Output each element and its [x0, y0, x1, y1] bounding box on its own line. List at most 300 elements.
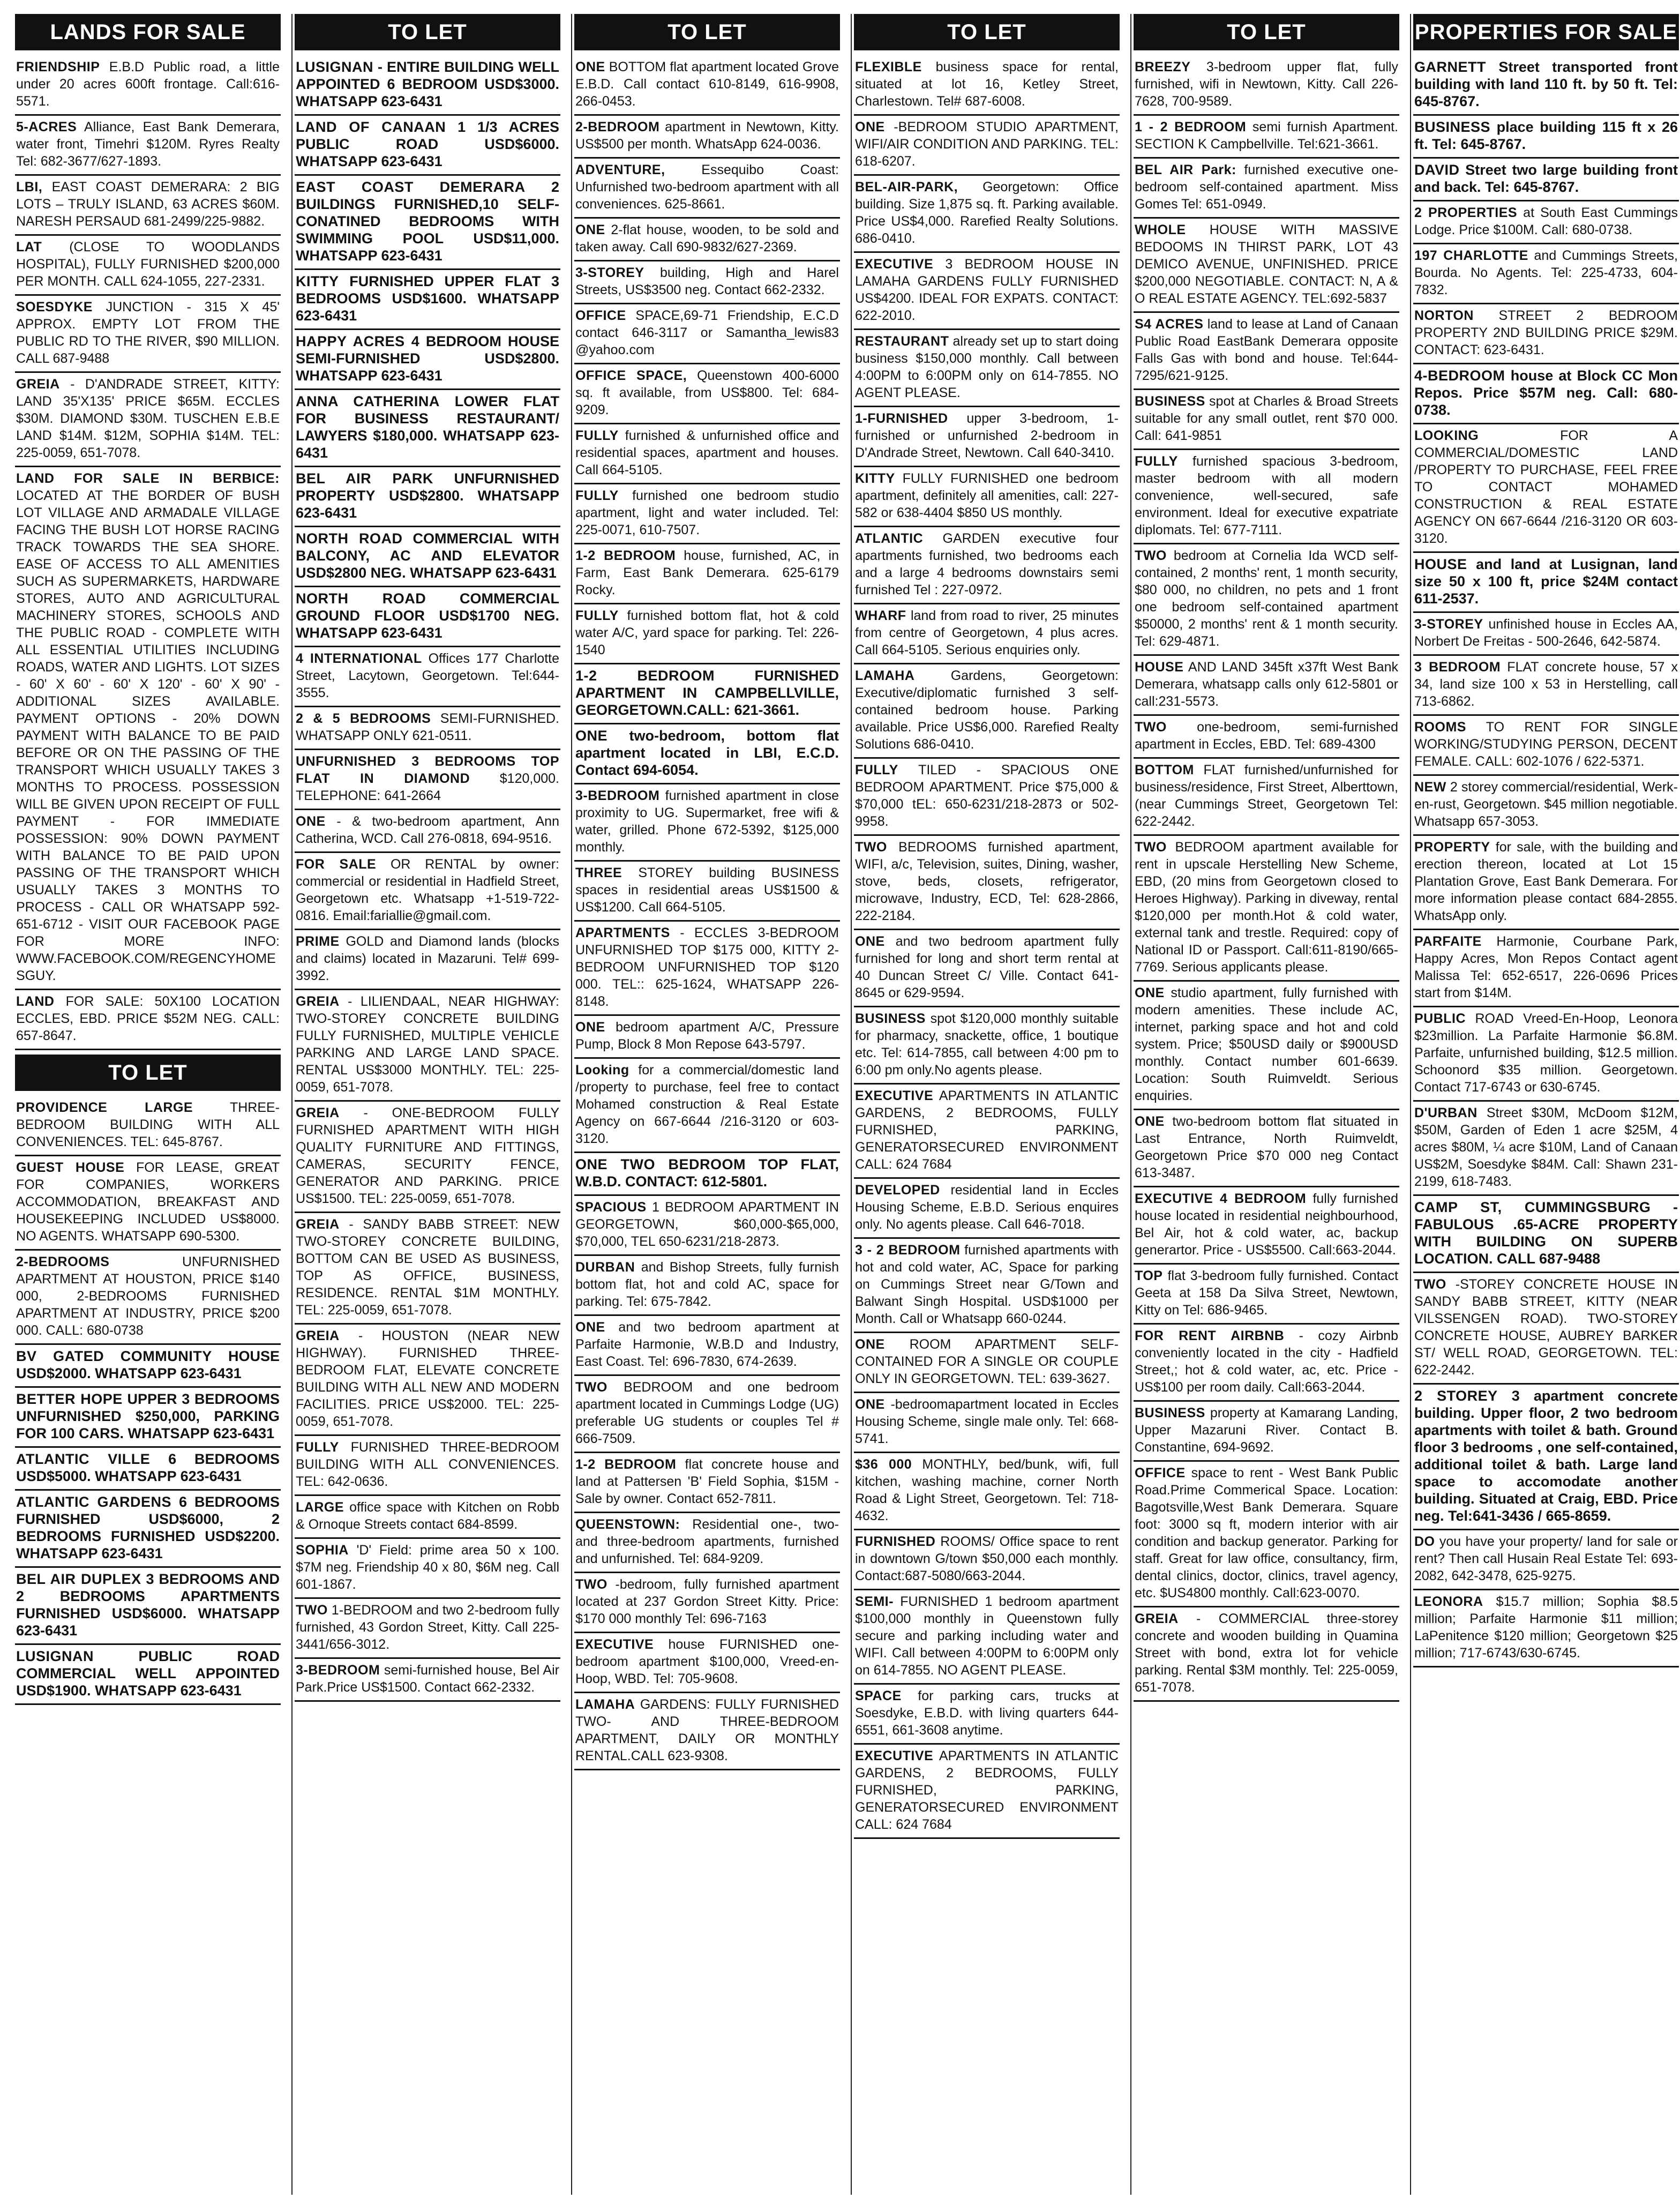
ad-keyword: UNFURNISHED 3 BEDROOMS TOP FLAT IN DIAMOND — [296, 754, 559, 786]
section-header: TO LET — [15, 1055, 281, 1091]
ad-text: 3-bedroom upper flat, fully furnished, wifi in Newtown, Kitty. Call 226-7628, 700-9589. — [1135, 59, 1398, 109]
ad-text: two-bedroom, bottom flat apartment located in LBI, E.C.D. Contact 694-6054. — [575, 728, 839, 778]
section-header: TO LET — [574, 14, 840, 50]
column-divider — [571, 14, 572, 2195]
classified-ad — [574, 304, 840, 364]
ad-text: BEDROOMS furnished apartment, WIFI, a/c, Television, suites, Dining, washer, stove, beds, closets, refrigerator, microwave, Industry, ECD, Tel: 628-2866, 222-2184. — [855, 840, 1119, 923]
classified-ad — [295, 467, 560, 527]
ad-text: FOR SALE: 50X100 LOCATION ECCLES, EBD. PRICE $52M NEG. CALL: 657-8647. — [16, 994, 280, 1043]
ad-keyword: BEL AIR DUPLEX — [16, 1571, 141, 1587]
ad-text: APARTMENTS IN ATLANTIC GARDENS, 2 BEDROOMS, FULLY FURNISHED, PARKING, GENERATORSECURED ENVIRONMENT CALL: 624 7684 — [855, 1088, 1119, 1172]
ad-keyword: LAND OF CANAAN — [296, 119, 446, 135]
ad-keyword: TWO — [1135, 720, 1167, 735]
ad-keyword: ONE — [296, 814, 326, 829]
classified-ad — [574, 1196, 840, 1256]
ad-keyword: LAT — [16, 240, 42, 255]
ad-keyword: GREIA — [296, 1217, 340, 1232]
ad-keyword: TWO — [1135, 548, 1167, 563]
ad-text: 1 BEDROOM APARTMENT IN GEORGETOWN, $60,000-$65,000, $70,000, TEL 650-6231/218-2873. — [575, 1200, 839, 1249]
classified-ad — [574, 1513, 840, 1573]
classified-ad — [1413, 1196, 1679, 1273]
ad-text: EAST COAST DEMERARA: 2 BIG LOTS – TRULY ISLAND, 63 ACRES $60M. NARESH PERSAUD 681-2499/225-9882. — [16, 180, 280, 229]
ad-text: house, furnished, AC, in Farm, East Bank Demerara. 625-6179 Rocky. — [575, 548, 839, 597]
ad-text: UPPER 3 BEDROOMS UNFURNISHED $250,000, PARKING FOR 100 CARS. WHATSAPP 623-6431 — [16, 1391, 280, 1441]
ad-text: furnished & unfurnished office and residential spaces, apartment and houses. Call 664-5105. — [575, 428, 839, 477]
ad-text: BEDROOM apartment available for rent in upscale Herstelling New Scheme, EBD, (20 mins from Georgetown closed to Heroes Highway). Parking in diveway, rental $120,000 per month.Hot & cold water, external tank and trestle. Required: copy of National ID or Passport. Call:611-8190/665-7769. Serious applicants please. — [1135, 840, 1398, 975]
classified-ad — [1413, 613, 1679, 656]
ad-text: 3 BEDROOMS AND 2 BEDROOMS APARTMENTS FURNISHED USD$6000. WHATSAPP 623-6431 — [16, 1571, 280, 1639]
ad-text: one-bedroom, semi-furnished apartment in Eccles, EBD. Tel: 689-4300 — [1135, 720, 1398, 752]
ad-text: fully furnished house located in residential neighbourhood, Bel Air, hot & cold water, ac, backup generartor. Price - US$5500. Call:663-2044. — [1135, 1191, 1398, 1258]
ad-keyword: TWO — [575, 1380, 608, 1395]
ad-keyword: LUSIGNAN — [296, 59, 373, 75]
ad-keyword: 2 & 5 BEDROOMS — [296, 711, 431, 726]
ad-text: APARTMENTS IN ATLANTIC GARDENS, 2 BEDROOMS, FULLY FURNISHED, PARKING, GENERATORSECURED ENVIRONMENT CALL: 624 7684 — [855, 1748, 1119, 1832]
classified-ad — [1134, 1325, 1399, 1402]
classified-ad — [15, 467, 281, 990]
ad-keyword: $36 000 — [855, 1457, 912, 1472]
ad-text: for a commercial/domestic land /property to purchase, feel free to contact Mohamed construction & Real Estate Agency on 667-6644 /216-3120 or 603-3120. — [575, 1063, 839, 1146]
column-1 — [15, 14, 281, 2195]
ad-keyword: BREEZY — [1135, 59, 1191, 74]
ad-keyword: ONE TWO BEDROOM — [575, 1156, 746, 1172]
ad-keyword: GARNETT — [1414, 59, 1486, 75]
ad-text: 'D' Field: prime area 50 x 100. $7M neg. Friendship 40 x 80, $6M neg. Call 601-1867. — [296, 1543, 559, 1592]
classified-ad — [854, 1530, 1120, 1590]
ad-text: E.B.D Public road, a little under 20 acres 600ft frontage. Call:616-5571. — [16, 59, 280, 109]
ad-keyword: NORTH ROAD — [296, 530, 403, 547]
ad-keyword: ONE — [575, 728, 608, 744]
classified-ad — [574, 604, 840, 664]
ad-text: STOREY building BUSINESS spaces in residential areas US$1500 & US$1200. Call 664-5105. — [575, 865, 839, 915]
ad-keyword: ONE — [855, 119, 885, 134]
ad-keyword: LEONORA — [1414, 1594, 1483, 1609]
ad-text: HOUSE USD$2000. WHATSAPP 623-6431 — [16, 1348, 280, 1381]
classified-ad — [574, 664, 840, 724]
classified-ad — [295, 116, 560, 176]
ad-text: - LILIENDAAL, NEAR HIGHWAY: TWO-STOREY CONCRETE BUILDING FULLY FURNISHED, MULTIPLE VEHICLE PARKING AND LARGE LAND SPACE. RENTAL US$3000 MONTHLY. TEL: 225-0059, 651-7078. — [296, 994, 559, 1095]
ad-keyword: TWO — [575, 1577, 608, 1592]
ad-keyword: RESTAURANT — [855, 334, 949, 349]
classified-ad — [1413, 1007, 1679, 1102]
ad-keyword: 3 - 2 BEDROOM — [855, 1243, 961, 1258]
column-5 — [1134, 14, 1399, 2195]
ad-text: already set up to start doing business $150,000 monthly. Call between 4:00PM to 6:00PM only on 614-7855. NO AGENT PLEASE. — [855, 334, 1119, 400]
ad-text: 6 BEDROOMS USD$5000. WHATSAPP 623-6431 — [16, 1451, 280, 1484]
classified-ad — [854, 1590, 1120, 1685]
ad-text: FURNISHED THREE-BEDROOM BUILDING WITH ALL CONVENIENCES. TEL: 642-0636. — [296, 1440, 560, 1489]
classified-ad — [574, 424, 840, 484]
classified-ad — [574, 544, 840, 604]
ad-text: building, High and Harel Streets, US$3500 neg. Contact 662-2332. — [575, 265, 839, 297]
ad-text: flat concrete house and land at Pattersen 'B' Field Sophia, $15M - Sale by owner. Contact 652-7811. — [575, 1457, 839, 1506]
ad-keyword: 197 CHARLOTTE — [1414, 248, 1528, 263]
ad-text: furnished apartment in close proximity to UG. Supermarket, free wifi & water, grilled. Phone 672-5392, $125,000 monthly. — [575, 788, 839, 855]
classified-ad — [574, 1633, 840, 1693]
classified-ad — [15, 56, 281, 116]
ad-keyword: 3-STOREY — [575, 265, 644, 280]
classified-ad — [1134, 116, 1399, 159]
ad-keyword: BUSINESS — [855, 1011, 926, 1026]
ad-keyword: TWO — [296, 1603, 328, 1618]
classified-ad — [295, 853, 560, 930]
classified-ad — [1134, 836, 1399, 982]
ad-text: FURNISHED APARTMENT IN CAMPBELLVILLE, GEORGETOWN.CALL: 621-3661. — [575, 668, 839, 718]
classified-ad — [295, 1436, 560, 1496]
ad-text: residential land in Eccles Housing Scheme, E.B.D. Serious enquires only. No agents please. Call 646-7018. — [855, 1183, 1119, 1232]
ad-keyword: ONE — [1135, 1114, 1165, 1129]
ad-keyword: ROOMS — [1414, 720, 1466, 735]
ad-keyword: FULLY — [296, 1440, 339, 1455]
ad-keyword: ONE — [855, 934, 885, 949]
ad-text: BOTTOM flat apartment located Grove E.B.D. Call contact 610-8149, 616-9908, 266-0453. — [575, 59, 839, 109]
ad-keyword: BEL-AIR-PARK, — [855, 180, 958, 195]
classified-ad — [295, 647, 560, 707]
ad-keyword: BUSINESS — [1135, 394, 1205, 409]
column-2 — [295, 14, 560, 2195]
ad-keyword: TOP — [1135, 1268, 1163, 1283]
ad-text: Residential one-, two- and three-bedroom apartments, furnished and unfurnished. Tel: 684-9209. — [575, 1517, 839, 1566]
ad-keyword: OFFICE — [1135, 1465, 1186, 1480]
classified-ad — [1413, 244, 1679, 304]
ad-keyword: 1-2 BEDROOM — [575, 548, 676, 563]
ad-keyword: WHOLE — [1135, 222, 1186, 237]
classified-ad — [574, 159, 840, 219]
classified-ad — [295, 1496, 560, 1539]
ad-text: Street $30M, McDoom $12M, $50M, Garden of Eden 1 acre $25M, 4 acres $80M, ¼ acre $10M, Land of Canaan US$2M, Soesdyke $84M. Call: Shawn 231-2199, 618-7483. — [1414, 1105, 1678, 1189]
classified-ad — [1134, 1462, 1399, 1607]
ad-text: unfinished house in Eccles AA, Norbert De Freitas - 500-2646, 642-5874. — [1414, 617, 1678, 649]
ad-text: UNFURNISHED APARTMENT AT HOUSTON, PRICE $140 000, 2-BEDROOMS FURNISHED APARTMENT AT INDUSTRY, PRICE $200 000. CALL: 680-0738 — [16, 1254, 280, 1338]
ad-keyword: LAMAHA — [575, 1697, 635, 1712]
classified-ad — [854, 759, 1120, 836]
ad-keyword: ATLANTIC VILLE — [16, 1451, 151, 1467]
classified-ad — [295, 527, 560, 587]
ad-text: LOWER FLAT FOR BUSINESS RESTAURANT/ LAWYERS $180,000. WHATSAPP 623-6431 — [296, 393, 559, 461]
ad-text: FURNISHED UPPER FLAT 3 BEDROOMS USD$1600. WHATSAPP 623-6431 — [296, 273, 559, 324]
ad-text: LOCATED AT THE BORDER OF BUSH LOT VILLAGE AND ARMADALE VILLAGE FACING THE BUSH LOT HORSE RACING TRACK TOWARDS THE SEA SHORE. EASE OF ACCESS TO ALL AMENITIES SUCH AS SUPERMARKETS, HARDWARE STORES, AUTO AND AGRICULTURAL MACHINERY STORES, SCHOOLS AND THE PUBLIC ROAD - COMPLETE WITH ALL ESSENTIAL UTILITIES INCLUDING ROADS, WATER AND LIGHTS. LOT SIZES - 60' X 60' - 60' X 120' - 60' X 90' - ADDITIONAL SIZES AVAILABLE. PAYMENT OPTIONS - 20% DOWN PAYMENT WITH BALANCE TO BE PAID BEFORE OR ON THE PASSING OF THE TRANSPORT WHICH USUALLY TAKES 3 MONTHS TO PROCESS. POSSESSION WILL BE GIVEN UPON RECEIPT OF FULL PAYMENT - FOR IMMEDIATE POSSESSION: 90% DOWN PAYMENT WITH BALANCE TO BE PAID UPON PASSING OF THE TRANSPORT WHICH USUALLY TAKES 3 MONTHS TO PROCESS - CALL OR WHATSAPP 592-651-6712 - VISIT OUR FACEBOOK PAGE FOR MORE INFO: WWW.FACEBOOK.COM/REGENCYHOMESGUY. — [16, 488, 280, 983]
ad-keyword: DURBAN — [575, 1260, 635, 1275]
ad-text: furnished one bedroom studio apartment, light and water included. Tel: 225-0071, 610-7507. — [575, 488, 839, 537]
classified-ad — [854, 1179, 1120, 1239]
ad-keyword: 3-BEDROOM — [296, 1663, 380, 1678]
classified-ad — [1413, 836, 1679, 930]
classified-ad — [854, 56, 1120, 116]
ad-keyword: BUSINESS — [1135, 1405, 1205, 1420]
ad-keyword: TWO — [855, 840, 887, 855]
classified-ad — [854, 1393, 1120, 1453]
ad-text: TOP FLAT, W.B.D. CONTACT: 612-5801. — [575, 1156, 839, 1190]
classified-ad — [574, 1316, 840, 1376]
ad-keyword: BV GATED COMMUNITY — [16, 1348, 212, 1364]
classified-ad — [574, 219, 840, 261]
classified-ad — [574, 1573, 840, 1633]
ad-text: Queenstown 400-6000 sq. ft available, from US$800. Tel: 684-9209. — [575, 368, 839, 417]
ad-keyword: FURNISHED — [855, 1534, 936, 1549]
classified-ad — [295, 176, 560, 270]
ad-keyword: 1-FURNISHED — [855, 411, 948, 426]
classified-ad — [1134, 759, 1399, 836]
classified-ad — [1413, 364, 1679, 424]
ad-text: -bedroomapartment located in Eccles Housing Scheme, single male only. Tel: 668-5741. — [855, 1397, 1119, 1446]
ad-text: 3 apartment concrete building. Upper floor, 2 two bedroom apartments with toilet & bath. Ground floor 3 bedrooms , one self-contained, additional toilet & bath. Large land space to accomodate another building. Situated at Craig, EBD. Price neg. Tel:641-3436 / 665-8659. — [1414, 1388, 1678, 1524]
ad-text: property at Kamarang Landing, Upper Mazaruni River. Contact B. Constantine, 694-9692. — [1135, 1405, 1398, 1455]
ad-text: spot at Charles & Broad Streets suitable for any small outlet, rent $70 000. Call: 641-9851 — [1135, 394, 1399, 443]
ad-list — [15, 56, 281, 1050]
ad-keyword: PROPERTY — [1414, 840, 1490, 855]
ad-keyword: GREIA — [296, 1105, 340, 1120]
ad-keyword: SEMI- — [855, 1594, 894, 1609]
ad-text: Essequibo Coast: Unfurnished two-bedroom apartment with all conveniences. 625-8661. — [575, 162, 839, 212]
classified-ad — [15, 296, 281, 373]
ad-keyword: DAVID — [1414, 162, 1460, 178]
ad-text: 1-BEDROOM and two 2-bedroom fully furnished, 43 Gordon Street, Kitty. Call 225- 3441/656-3012. — [296, 1603, 559, 1652]
ad-text: upper 3-bedroom, 1-furnished or unfurnished 2-bedroom in D'Andrade Street, Newtown. Call 640-3410. — [855, 411, 1119, 460]
ad-list — [1413, 56, 1679, 1667]
ad-text: 2 storey commercial/residential, Werk-en-rust, Georgetown. $45 million negotiable. Whatsapp 657-3053. — [1414, 780, 1678, 829]
classified-ad — [1134, 1265, 1399, 1325]
classified-ad — [295, 707, 560, 750]
ad-text: Alliance, East Bank Demerara, water front, Timehri $120M. Ryres Realty Tel: 682-3677/627-1893. — [16, 119, 280, 169]
ad-text: bedroom apartment A/C, Pressure Pump, Block 8 Mon Repose 643-5797. — [575, 1020, 839, 1052]
ad-keyword: BEL AIR PARK — [296, 470, 433, 487]
ad-keyword: EXECUTIVE — [855, 1748, 934, 1763]
ad-text: house FURNISHED one-bedroom apartment $100,000, Vreed-en-Hoop, WBD. Tel: 705-9608. — [575, 1637, 839, 1686]
ad-text: MONTHLY, bed/bunk, wifi, full kitchen, washing machine, corner North Road & Light Street, Georgetown. Tel: 718-4632. — [855, 1457, 1119, 1523]
ad-keyword: BOTTOM — [1135, 762, 1194, 777]
ad-text: - FABULOUS .65-ACRE PROPERTY WITH BUILDING ON SUPERB LOCATION. CALL 687-9488 — [1414, 1199, 1678, 1267]
classified-ad — [574, 1693, 840, 1770]
classified-ad — [574, 1256, 840, 1316]
ad-keyword: BEL AIR Park: — [1135, 162, 1236, 177]
classified-ad — [15, 236, 281, 296]
ad-text: ROOM APARTMENT SELF-CONTAINED FOR A SINGLE OR COUPLE ONLY IN GEORGETOWN. TEL: 639-3627. — [855, 1337, 1119, 1386]
ad-text: furnished bottom flat, hot & cold water A/C, yard space for parking. Tel: 226-1540 — [575, 608, 839, 657]
ad-keyword: 2-BEDROOM — [575, 119, 660, 134]
ad-keyword: ONE — [1135, 985, 1165, 1000]
ad-text: semi-furnished house, Bel Air Park.Price US$1500. Contact 662-2332. — [296, 1663, 559, 1695]
ad-text: GARDENS: FULLY FURNISHED TWO- AND THREE-BEDROOM APARTMENT, DAILY OR MONTHLY RENTAL.CALL 623-9308. — [575, 1697, 839, 1763]
ad-keyword: LARGE — [296, 1500, 344, 1515]
classified-ad — [1134, 656, 1399, 716]
ad-keyword: 3-BEDROOM — [575, 788, 660, 803]
ad-text: Offices 177 Charlotte Street, Lacytown, Georgetown. Tel:644-3555. — [296, 651, 559, 700]
ad-keyword: 2 PROPERTIES — [1414, 205, 1518, 220]
classified-ad — [1413, 159, 1679, 201]
classified-ad — [854, 1745, 1120, 1839]
classified-ad — [1134, 219, 1399, 313]
ad-keyword: ANNA CATHERINA — [296, 393, 440, 409]
ad-keyword: EXECUTIVE — [575, 1637, 654, 1652]
ad-text: and two bedroom apartment fully furnished for long and short term rental at 40 Duncan Street C/ Ville. Contact 641-8645 or 629-9594. — [855, 934, 1119, 1000]
ad-text: - COMMERCIAL three-storey concrete and wooden building in Quamina Street with bond, extra lot for vehicle parking. Rental $3M monthly. Tel: 225-0059, 651-7078. — [1135, 1611, 1398, 1695]
ad-text: OR RENTAL by owner: commercial or residential in Hadfield Street, Georgetown etc. Whatsapp +1-519-722-0816. Email:fariallie@gmail.com. — [296, 857, 559, 923]
ad-text: semi furnish Apartment. SECTION K Campbellville. Tel:621-3661. — [1135, 119, 1398, 152]
classified-ad — [295, 56, 560, 116]
ad-text: (CLOSE TO WOODLANDS HOSPITAL), FULLY FURNISHED $200,000 PER MONTH. CALL 624-1055, 227-2331. — [16, 240, 280, 289]
classified-ad — [15, 1345, 281, 1388]
ad-text: studio apartment, fully furnished with modern amenities. These include AC, internet, parking space and hot and cold system. Price; $50USD daily or $900USD monthly. Contact number 601-6639. Location: South Ruimveldt. Serious enquiries. — [1135, 985, 1398, 1103]
classified-ad — [1413, 930, 1679, 1007]
ad-text: -BEDROOM STUDIO APARTMENT, WIFI/AIR CONDITION AND PARKING. TEL: 618-6207. — [855, 119, 1119, 169]
ad-text: JUNCTION - 315 X 45' APPROX. EMPTY LOT FROM THE PUBLIC RD TO THE RIVER, $90 MILLION. CALL 687-9488 — [16, 300, 280, 366]
classified-ad — [1413, 776, 1679, 836]
ad-text: FOR LEASE, GREAT FOR COMPANIES, WORKERS ACCOMMODATION, BREAKFAST AND HOUSEKEEPING INCLUDED US$8000. NO AGENTS. WHATSAPP 690-5300. — [16, 1160, 280, 1244]
ad-keyword: 1-2 BEDROOM — [575, 668, 715, 684]
ad-list — [295, 56, 560, 1702]
ad-keyword: FLEXIBLE — [855, 59, 922, 74]
ad-text: - D'ANDRADE STREET, KITTY: LAND 35'X135' PRICE $65M. ECCLES $30M. DIAMOND $30M. TUSCHEN E.B.E LAND $14M. $12M, SOPHIA $14M. TEL: 225-0059, 651-7078. — [16, 377, 280, 460]
ad-text: furnished spacious 3-bedroom, master bedroom with all modern convenience, well-secured, safe environment. Ideal for executive expatriate diplomats. Tel: 677-7111. — [1135, 454, 1398, 537]
ad-text: GOLD and Diamond lands (blocks and claims) located in Mazaruni. Tel# 699-3992. — [296, 934, 559, 983]
ad-text: you have your property/ land for sale or rent? Then call Husain Real Estate Tel: 693-2082, 642-3478, 625-9275. — [1414, 1534, 1678, 1583]
classified-ad — [1134, 313, 1399, 390]
ad-keyword: FRIENDSHIP — [16, 59, 100, 74]
ad-text: HOUSE WITH MASSIVE BEDOOMS IN THIRST PARK, LOT 43 DEMICO AVENUE, UNFINISHED. PRICE $200,000 NEGOTIABLE. CONTACT: N, A & O REAL ESTATE AGENCY. TEL:692-5837 — [1135, 222, 1399, 306]
ad-keyword: CAMP ST, CUMMINGSBURG — [1414, 1199, 1651, 1215]
ad-keyword: FULLY — [575, 488, 619, 503]
classified-ad — [1134, 544, 1399, 656]
ad-text: space to rent - West Bank Public Road.Prime Commerical Space. Location: Bagotsville,West Bank Demerara. Square foot: 3000 sq ft, modern interior with air condition and backup generator. Parking for staff. Great for law office, consultancy, firm, dental clinics, doctor, clinics, travel agency, etc. $US4800 monthly. Call:623-0070. — [1135, 1465, 1398, 1601]
classified-ad — [295, 1213, 560, 1325]
ad-keyword: QUEENSTOWN: — [575, 1517, 680, 1532]
ad-text: - ENTIRE BUILDING WELL APPOINTED 6 BEDROOM USD$3000. WHATSAPP 623-6431 — [296, 59, 559, 109]
ad-keyword: S4 ACRES — [1135, 317, 1204, 332]
ad-text: - cozy Airbnb conveniently located in the city - Hadfield Street,; hot & cold water, ac, etc. Price - US$100 per room daily. Call:663-2044. — [1135, 1328, 1398, 1395]
ad-keyword: HAPPY ACRES — [296, 333, 405, 349]
classified-ad — [854, 1239, 1120, 1333]
ad-list — [15, 1096, 281, 1705]
ad-keyword: APARTMENTS — [575, 925, 670, 940]
ad-keyword: FULLY — [855, 762, 898, 777]
ad-text: THREE-BEDROOM BUILDING WITH ALL CONVENIENCES. TEL: 645-8767. — [16, 1100, 280, 1149]
ad-text: TILED - SPACIOUS ONE BEDROOM APARTMENT. Price $75,000 & $70,000 tEL: 650-6231/218-2873 or 502-9958. — [855, 762, 1119, 829]
classified-ad — [574, 784, 840, 862]
classified-ad — [854, 1453, 1120, 1530]
classified-ad — [574, 116, 840, 159]
classified-ad — [295, 1102, 560, 1213]
ad-keyword: ONE — [575, 1020, 605, 1035]
ad-keyword: ATLANTIC GARDENS — [16, 1494, 171, 1510]
classified-ad — [854, 664, 1120, 759]
section-header: TO LET — [1134, 14, 1399, 50]
classified-ad — [854, 1085, 1120, 1179]
ad-text: office space with Kitchen on Robb & Ornoque Streets contact 684-8599. — [296, 1500, 559, 1532]
classified-ad — [574, 862, 840, 922]
ad-text: $15.7 million; Sophia $8.5 million; Parfaite Harmonie $11 million; LaPenitence $120 million; Georgetown $25 million; 717-6743/630-6745. — [1414, 1594, 1678, 1661]
ad-text: - ONE-BEDROOM FULLY FURNISHED APARTMENT WITH HIGH QUALITY FURNITURE AND FITTINGS, CAMERAS, SECURITY FENCE, GENERATOR AND PARKING. PRICE US$1500. TEL: 225-0059, 651-7078. — [296, 1105, 560, 1206]
ad-text: furnished executive one-bedroom self-contained apartment. Miss Gomes Tel: 651-0949. — [1135, 162, 1398, 212]
ad-keyword: HOUSE — [1414, 556, 1467, 572]
classified-ad — [15, 1645, 281, 1705]
ad-keyword: LAMAHA — [855, 668, 915, 683]
ad-text: land to lease at Land of Canaan Public Road EastBank Demerara opposite Falls Gas with bond and house. Tel:644-7295/621-9125. — [1135, 317, 1398, 383]
classified-ad — [574, 724, 840, 784]
ad-text: and land at Lusignan, land size 50 x 100 ft, price $24M contact 611-2537. — [1414, 556, 1678, 607]
classified-ad — [1413, 116, 1679, 159]
section-header: TO LET — [295, 14, 560, 50]
ad-keyword: SOESDYKE — [16, 300, 93, 315]
classified-ad — [854, 253, 1120, 330]
ad-keyword: LBI, — [16, 180, 43, 195]
ad-keyword: OFFICE — [575, 308, 626, 323]
classified-ad — [1413, 1273, 1679, 1385]
ad-text: 3 BEDROOM HOUSE IN LAMAHA GARDENS FULLY FURNISHED US$4200. IDEAL FOR EXPATS. CONTACT: 622-2010. — [855, 257, 1119, 323]
classified-ad — [854, 1685, 1120, 1745]
classified-ad — [15, 990, 281, 1050]
ad-keyword: FULLY — [575, 608, 619, 623]
column-3 — [574, 14, 840, 2195]
ad-text: - SANDY BABB STREET: NEW TWO-STOREY CONCRETE BUILDING, BOTTOM CAN BE USED AS BUSINESS, TOP AS OFFICE, BUSINESS, RESIDENCE. RENTAL $1M MONTHLY. TEL: 225-0059, 651-7078. — [296, 1217, 559, 1318]
classified-ad — [854, 930, 1120, 1007]
ad-keyword: 1-2 BEDROOM — [575, 1457, 677, 1472]
ad-text: apartment in Newtown, Kitty. US$500 per month. WhatsApp 624-0036. — [575, 119, 839, 152]
classified-ad — [854, 116, 1120, 176]
classified-ad — [1134, 1402, 1399, 1462]
classified-ad — [574, 1016, 840, 1059]
section-header: PROPERTIES FOR SALE — [1413, 14, 1679, 50]
classified-ad — [15, 1156, 281, 1251]
ad-text: flat 3-bedroom fully furnished. Contact Geeta at 158 Da Silva Street, Newtown, Kitty on Tel: 686-9465. — [1135, 1268, 1398, 1318]
classified-ad — [1413, 304, 1679, 364]
column-6 — [1413, 14, 1679, 2195]
ad-keyword: ONE — [575, 1320, 605, 1335]
ad-list — [574, 56, 840, 1770]
ad-text: furnished apartments with hot and cold water, AC, Space for parking on Cummings Street near G/Town and Balwant Singh Hospital. USD$1000 per Month. Call or Whatsapp 660-0244. — [855, 1243, 1119, 1326]
ad-text: UNFURNISHED PROPERTY USD$2800. WHATSAPP 623-6431 — [296, 470, 559, 521]
classified-ad — [1413, 716, 1679, 776]
section-header: LANDS FOR SALE — [15, 14, 281, 50]
classified-ad — [1134, 56, 1399, 116]
ad-text: business space for rental, situated at lot 16, Ketley Street, Charlestown. Tel# 687-6008. — [855, 59, 1119, 109]
ad-text: Georgetown: Office building. Size 1,875 sq. ft. Parking available. Price US$4,000. Rarefied Realty Solutions. 686-0410. — [855, 180, 1119, 246]
ad-text: - HOUSTON (NEAR NEW HIGHWAY). FURNISHED THREE-BEDROOM FLAT, ELEVATE CONCRETE BUILDING WITH ALL NEW AND MODERN FACILITIES. PRICE US$2000. TEL: 225-0059, 651-7078. — [296, 1328, 559, 1429]
ad-text: 2 BUILDINGS FURNISHED,10 SELF-CONATINED BEDROOMS WITH SWIMMING POOL USD$11,000. WHATSAPP 623-6431 — [296, 179, 559, 264]
ad-keyword: 3 BEDROOM — [1414, 660, 1501, 675]
ad-text: AND LAND 345ft x37ft West Bank Demerara, whatsapp calls only 612-5801 or call:231-5573. — [1135, 660, 1398, 709]
classified-ad — [1413, 1385, 1679, 1530]
classified-ad — [295, 930, 560, 990]
classified-ad — [15, 373, 281, 467]
classified-ad — [854, 176, 1120, 253]
ad-text: and Cummings Streets, Bourda. No Agents. Tel: 225-4733, 604-7832. — [1414, 248, 1678, 297]
classified-ad — [15, 1251, 281, 1345]
ad-text: and two bedroom apartment at Parfaite Harmonie, W.B.D and Industry, East Coast. Tel: 696-7830, 674-2639. — [575, 1320, 839, 1369]
ad-keyword: KITTY — [296, 273, 339, 289]
ad-text: Gardens, Georgetown: Executive/diplomatic furnished 3 self-contained bedroom house. Parking available. Price US$6,000. Rarefied Realty Solutions 686-0410. — [855, 668, 1119, 752]
classified-ad — [15, 1568, 281, 1645]
ad-text: ROAD Vreed-En-Hoop, Leonora $23million. La Parfaite Harmonie $6.8M. Parfaite, unfurnished building, $12.5 million. Schoonord $35 million. Georgetown. Contact 717-6743 or 630-6745. — [1414, 1011, 1678, 1095]
ad-keyword: PRIME — [296, 934, 340, 949]
ad-keyword: 2 STOREY — [1414, 1388, 1498, 1404]
ad-keyword: SOPHIA — [296, 1543, 349, 1558]
ad-text: spot $120,000 monthly suitable for pharmacy, snackette, office, 1 boutique etc. Tel: 614-7855, call between 4:00 pm to 6:00 pm only.No agents please. — [855, 1011, 1119, 1078]
classified-ad — [1413, 1590, 1679, 1667]
ad-keyword: ADVENTURE, — [575, 162, 665, 177]
ad-text: 6 BEDROOMS FURNISHED USD$6000, 2 BEDROOMS FURNISHED USD$2200. WHATSAPP 623-6431 — [16, 1494, 280, 1561]
ad-keyword: EXECUTIVE — [855, 1088, 934, 1103]
ad-text: -bedroom, fully furnished apartment located at 237 Gordon Street Kitty. Price: $170 000 monthly Tel: 696-7163 — [575, 1577, 839, 1626]
ad-keyword: GREIA — [1135, 1611, 1179, 1626]
ad-text: - & two-bedroom apartment, Ann Catherina, WCD. Call 276-0818, 694-9516. — [296, 814, 559, 846]
ad-text: two-bedroom bottom flat situated in Last Entrance, North Ruimveldt, Georgetown Price $70 000 neg Contact 613-3487. — [1135, 1114, 1399, 1180]
classified-ad — [854, 467, 1120, 527]
ad-text: 1 1/3 ACRES PUBLIC ROAD USD$6000. WHATSAPP 623-6431 — [296, 119, 559, 169]
ad-keyword: EXECUTIVE 4 BEDROOM — [1135, 1191, 1307, 1206]
column-divider — [1130, 14, 1131, 2195]
classified-ad — [574, 1453, 840, 1513]
classified-ad — [295, 990, 560, 1102]
